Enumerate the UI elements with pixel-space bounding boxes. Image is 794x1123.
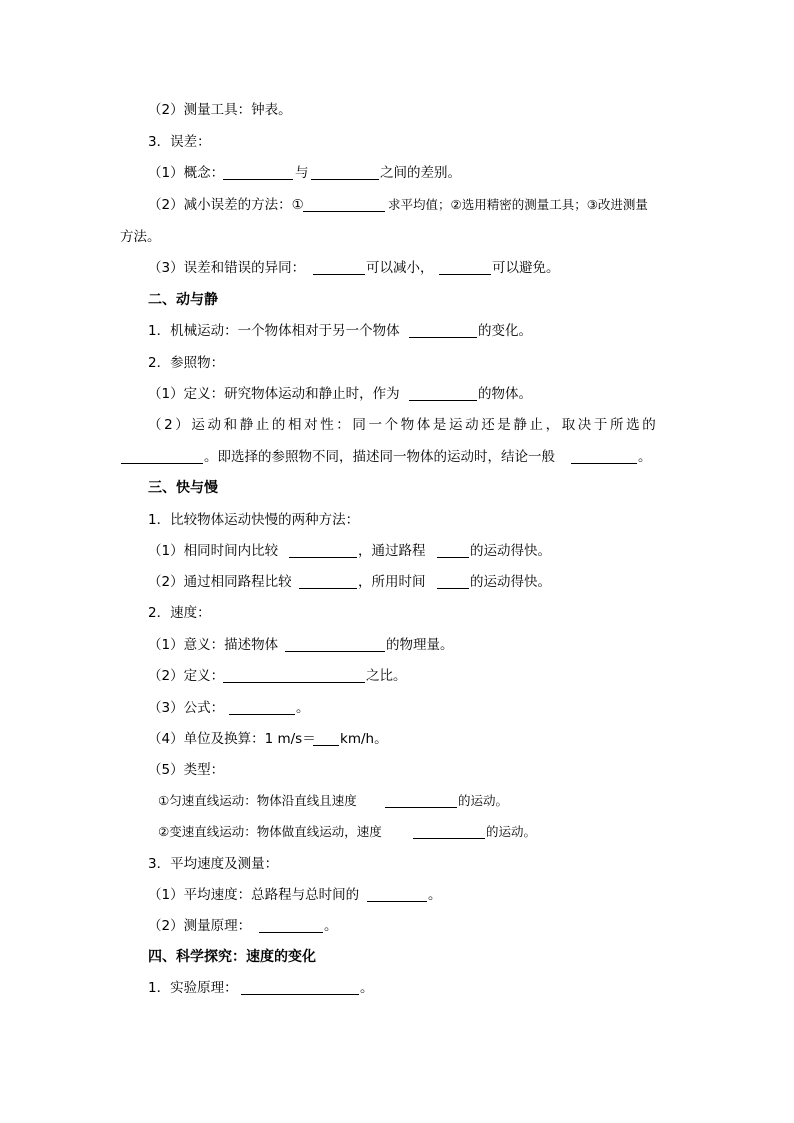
text: （2）测量工具：钟表。 [148, 102, 292, 118]
text: （2）通过相同路程比较 [148, 574, 292, 590]
line-experiment-principle [0, 976, 794, 1000]
text: 。 [296, 700, 310, 716]
line-variable-motion [0, 820, 794, 844]
answer-blank[interactable] [437, 573, 469, 589]
text: 。 [360, 980, 374, 996]
text: 的变化。 [478, 323, 532, 339]
text: （2）运动和静止的相对性：同一个物体是运动还是静止，取决于所选的 [148, 417, 659, 433]
line-average-speed-title [0, 852, 794, 876]
text: km/h。 [340, 731, 388, 747]
text: （2）减小误差的方法：① [148, 197, 304, 213]
answer-blank[interactable] [313, 730, 339, 746]
heading-text: 三、快与慢 [148, 480, 218, 496]
answer-blank[interactable] [289, 542, 357, 558]
answer-blank[interactable] [121, 448, 203, 464]
text: 可以避免。 [492, 260, 560, 276]
text: （1）相同时间内比较 [148, 543, 279, 559]
text: 的运动。 [458, 793, 509, 808]
line-speed-types [0, 758, 794, 782]
answer-blank[interactable] [571, 448, 637, 464]
text: 之比。 [366, 668, 407, 684]
answer-blank[interactable] [311, 164, 379, 180]
answer-blank[interactable] [439, 259, 491, 275]
line-mechanical-motion [0, 319, 794, 343]
answer-blank[interactable] [241, 979, 359, 995]
text: 1．机械运动：一个物体相对于另一个物体 [148, 323, 400, 339]
text: 的运动得快。 [470, 543, 551, 559]
text: 2．参照物： [148, 355, 225, 371]
text: 1．比较物体运动快慢的两种方法： [148, 512, 360, 528]
line-speed-title [0, 601, 794, 625]
text: （1）意义：描述物体 [148, 637, 279, 653]
text: （3）公式： [148, 700, 225, 716]
section-heading-3 [0, 476, 794, 500]
line-measuring-tool [0, 98, 794, 122]
text: 的运动。 [486, 824, 537, 839]
answer-blank[interactable] [409, 322, 477, 338]
text: （3）误差和错误的异同： [148, 260, 306, 276]
line-speed-formula [0, 696, 794, 720]
line-speed-meaning [0, 633, 794, 657]
text: 与 [295, 165, 309, 181]
line-reference-title [0, 351, 794, 375]
section-heading-4 [0, 945, 794, 969]
line-relativity-cont [0, 445, 794, 469]
text: 求平均值；②选用精密的测量工具；③改进测量 [388, 197, 648, 212]
line-compare-methods [0, 508, 794, 532]
answer-blank[interactable] [313, 259, 365, 275]
text: 1．实验原理： [148, 980, 238, 996]
text: （1）定义：研究物体运动和静止时，作为 [148, 386, 400, 402]
answer-blank[interactable] [409, 385, 477, 401]
text: ，通过路程 [358, 543, 426, 559]
text: 。 [428, 887, 442, 903]
text: ②变速直线运动：物体做直线运动，速度 [158, 824, 382, 839]
text: 的运动得快。 [470, 574, 551, 590]
line-error-vs-mistake [0, 256, 794, 280]
answer-blank[interactable] [223, 164, 293, 180]
line-measure-principle [0, 914, 794, 938]
line-compare-same-distance [0, 570, 794, 594]
text: 3．误差： [148, 134, 211, 150]
text: 2．速度： [148, 605, 211, 621]
answer-blank[interactable] [303, 196, 385, 212]
line-speed-definition [0, 664, 794, 688]
line-methods-cont [0, 225, 794, 249]
answer-blank[interactable] [285, 636, 385, 652]
line-average-speed [0, 883, 794, 907]
heading-text: 四、科学探究：速度的变化 [148, 949, 316, 965]
line-error-title [0, 130, 794, 154]
text: （1）概念： [148, 165, 225, 181]
text: （4）单位及换算：1 m/s＝ [148, 731, 316, 747]
text: 的物体。 [478, 386, 532, 402]
answer-blank[interactable] [385, 792, 457, 808]
line-relativity [0, 413, 794, 437]
answer-blank[interactable] [437, 542, 469, 558]
text: 之间的差别。 [380, 165, 461, 181]
text: 。 [324, 918, 338, 934]
answer-blank[interactable] [413, 823, 485, 839]
text: ，所用时间 [358, 574, 426, 590]
answer-blank[interactable] [259, 917, 323, 933]
line-error-concept [0, 161, 794, 185]
text: （2）测量原理： [148, 918, 252, 934]
answer-blank[interactable] [223, 667, 365, 683]
section-heading-2 [0, 288, 794, 312]
text: 。 [638, 449, 652, 465]
text: （2）定义： [148, 668, 225, 684]
text: 。即选择的参照物不同，描述同一物体的运动时，结论一般 [204, 449, 555, 465]
answer-blank[interactable] [299, 573, 357, 589]
text: 3．平均速度及测量： [148, 856, 279, 872]
answer-blank[interactable] [367, 886, 427, 902]
heading-text: 二、动与静 [148, 292, 218, 308]
text: 的物理量。 [386, 637, 454, 653]
text: （1）平均速度：总路程与总时间的 [148, 887, 360, 903]
line-compare-same-time [0, 539, 794, 563]
line-reference-definition [0, 382, 794, 406]
text: （5）类型： [148, 762, 225, 778]
text: 方法。 [120, 229, 161, 245]
text: 可以减小， [366, 260, 434, 276]
text: ①匀速直线运动：物体沿直线且速度 [158, 793, 357, 808]
line-speed-unit [0, 727, 794, 751]
line-reduce-error [0, 193, 794, 217]
answer-blank[interactable] [229, 699, 295, 715]
line-uniform-motion [0, 789, 794, 813]
